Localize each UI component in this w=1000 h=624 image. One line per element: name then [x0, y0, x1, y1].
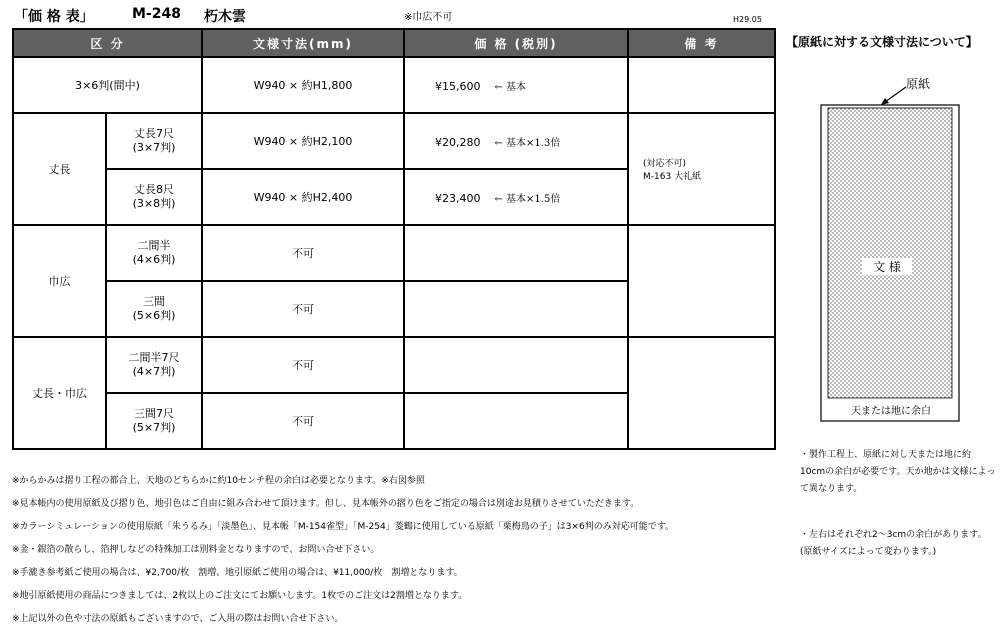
price-cell	[404, 281, 628, 337]
sub-category-cell	[106, 337, 202, 393]
group-cell: 丈長	[13, 113, 106, 225]
note-line: ※手漉き参考紙ご使用の場合は、¥2,700/枚 割増、地引原紙ご使用の場合は、¥11,000/枚 割増となります。	[12, 568, 463, 578]
sub-category-cell	[106, 169, 202, 225]
price-value: ¥23,400	[435, 191, 481, 205]
product-code: M-248	[132, 6, 181, 22]
price-note: ← 基本	[494, 81, 527, 93]
note-line: ※上記以外の色や寸法の原紙もございますので、ご入用の際はお問い合せ下さい。	[12, 614, 344, 624]
price-cell	[404, 169, 628, 225]
price-value: ¥15,600	[435, 79, 481, 93]
page-title: 「価 格 表」	[14, 9, 94, 25]
note-line: ※見本帳内の使用原紙及び摺り色、地引色はご自由に組み合わせて頂けます。但し、見本帳外の摺り色をご指定の場合は別途お見積りさせていただきます。	[12, 499, 640, 509]
size-cell: 不可	[202, 225, 404, 281]
sub-category-label: 二間半 (4×6判)	[132, 239, 176, 266]
group-cell: 丈長・巾広	[13, 337, 106, 449]
category-cell: 3×6判(間中)	[13, 57, 202, 113]
remarks-cell	[628, 337, 775, 449]
diagram-note-1: ・製作工程上、原紙に対し天または地に約10cmの余白が必要です。天か地かは文様によって異なります。	[800, 450, 996, 494]
table-row	[13, 225, 775, 281]
price-cell	[404, 113, 628, 169]
sub-category-cell	[106, 393, 202, 449]
size-cell: 不可	[202, 337, 404, 393]
sub-category-label: 三間 (5×6判)	[132, 295, 176, 322]
size-cell: 不可	[202, 393, 404, 449]
table-header-row	[13, 29, 775, 57]
price-value: ¥20,280	[435, 135, 481, 149]
pattern-label: 文 様	[862, 258, 912, 275]
note-line: ※カラーシミュレーションの使用原紙「朱うるみ」「淡墨色」、見本帳「M-154雀型」「M-254」菱鶴に使用している原紙「栗梅鳥の子」は3×6判のみ対応可能です。	[12, 522, 674, 532]
size-cell: 不可	[202, 281, 404, 337]
sub-category-label: 丈長7尺 (3×7判)	[132, 127, 176, 154]
paper-label: 原紙	[906, 77, 931, 91]
col-header-price: 価 格 (税別)	[404, 29, 628, 57]
remarks-text: (対応不可) M-163 大礼紙	[643, 159, 702, 182]
note-line: ※金・銀箔の散らし、箔押しなどの特殊加工は別料金となりますので、お問い合せ下さい。	[12, 545, 380, 555]
sub-category-label: 三間7尺 (5×7判)	[132, 407, 176, 434]
table-row	[13, 113, 775, 169]
sub-category-cell	[106, 113, 202, 169]
product-name: 朽木雲	[204, 9, 246, 25]
table-row	[13, 337, 775, 393]
table-row	[13, 57, 775, 113]
remarks-cell	[628, 113, 775, 225]
margin-label: 天または地に余白	[851, 406, 931, 417]
price-cell	[404, 225, 628, 281]
price-note: ← 基本×1.3倍	[494, 137, 561, 149]
price-cell	[404, 337, 628, 393]
diagram-note-2: ・左右はそれぞれ2〜3cmの余白があります。(原紙サイズによって変わります。)	[800, 530, 987, 557]
price-cell	[404, 393, 628, 449]
diagram-heading: 【原紙に対する文様寸法について】	[786, 35, 978, 49]
note-line: ※地引原紙使用の商品につきましては、2枚以上のご注文にてお願いします。1枚でのご注文は2割増となります。	[12, 591, 468, 601]
revision-date: H29.05	[733, 15, 762, 24]
sub-category-label: 二間半7尺 (4×7判)	[128, 351, 180, 378]
size-cell: W940 × 約H2,100	[202, 113, 404, 169]
price-note: ← 基本×1.5倍	[494, 193, 561, 205]
col-header-size: 文様寸法(mm)	[202, 29, 404, 57]
size-cell: W940 × 約H2,400	[202, 169, 404, 225]
price-cell	[404, 57, 628, 113]
sub-category-cell	[106, 225, 202, 281]
width-notice: ※巾広不可	[404, 12, 453, 23]
sub-category-cell	[106, 281, 202, 337]
remarks-cell	[628, 57, 775, 113]
sub-category-label: 丈長8尺 (3×8判)	[132, 183, 176, 210]
remarks-cell	[628, 225, 775, 337]
note-line: ※からかみは摺り工程の都合上、天地のどちらかに約10センチ程の余白は必要となります。※右図参照	[12, 476, 425, 486]
price-table	[12, 28, 776, 450]
col-header-remarks: 備 考	[628, 29, 775, 57]
group-cell: 巾広	[13, 225, 106, 337]
col-header-category: 区 分	[13, 29, 202, 57]
size-cell: W940 × 約H1,800	[202, 57, 404, 113]
